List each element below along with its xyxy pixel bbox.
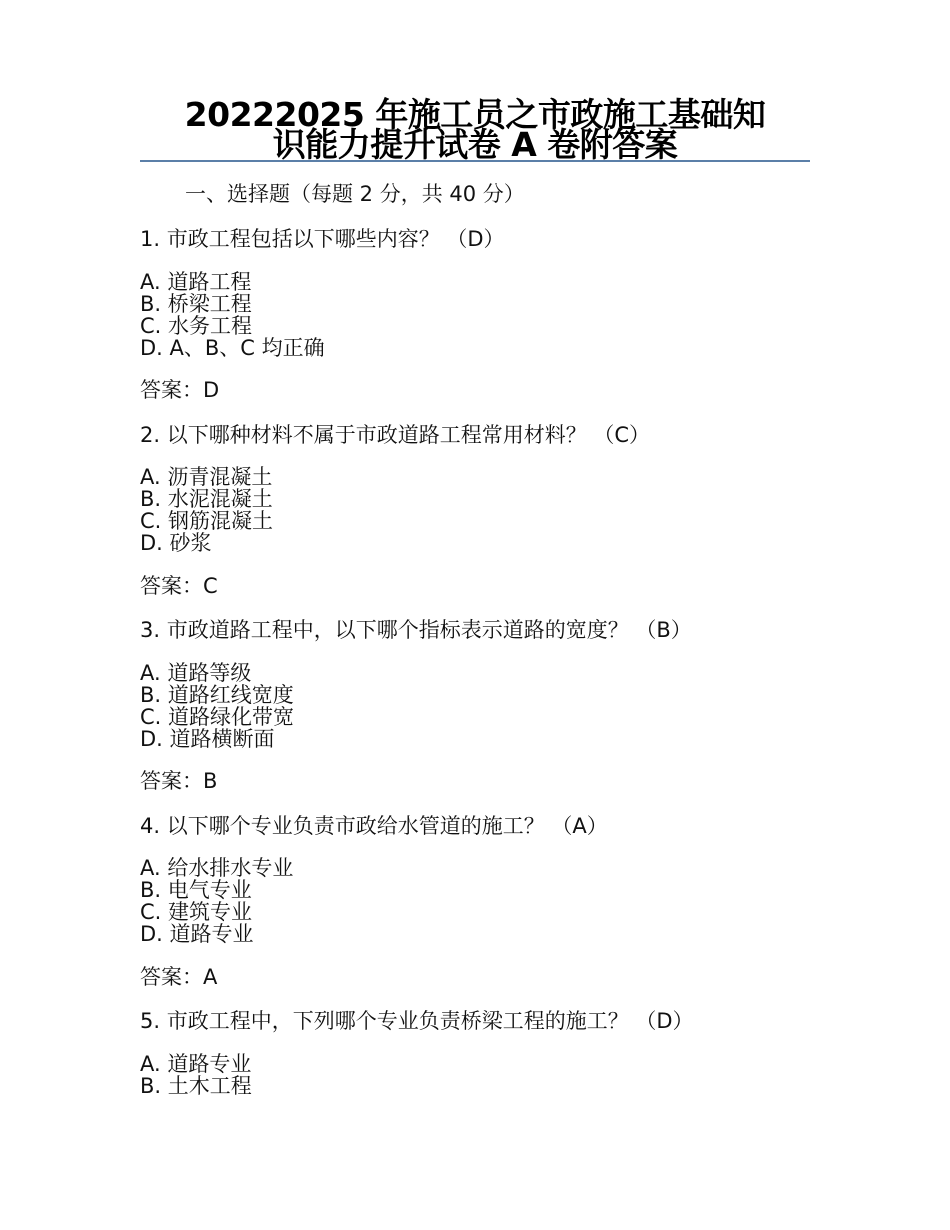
question-2-answer: 答案：C xyxy=(140,574,218,598)
question-2-option-a: A. 沥青混凝土 xyxy=(140,465,273,489)
question-3-answer: 答案：B xyxy=(140,769,218,793)
question-2-option-c: C. 钢筋混凝土 xyxy=(140,509,274,533)
question-4-answer: 答案：A xyxy=(140,965,218,989)
title-line-1: 20222025 年施工员之市政施工基础知 xyxy=(184,95,766,134)
question-5-option-b: B. 土木工程 xyxy=(140,1074,252,1098)
question-5-text: 5. 市政工程中，下列哪个专业负责桥梁工程的施工？ （D） xyxy=(140,1009,694,1033)
document-title xyxy=(140,95,810,164)
question-4-option-d: D. 道路专业 xyxy=(140,922,254,946)
question-2-text: 2. 以下哪种材料不属于市政道路工程常用材料？ （C） xyxy=(140,423,651,447)
question-1-option-b: B. 桥梁工程 xyxy=(140,292,252,316)
question-1-option-d: D. A、B、C 均正确 xyxy=(140,336,325,360)
question-3-option-c: C. 道路绿化带宽 xyxy=(140,705,295,729)
question-3-text: 3. 市政道路工程中，以下哪个指标表示道路的宽度？ （B） xyxy=(140,618,692,642)
question-4-option-a: A. 给水排水专业 xyxy=(140,856,294,880)
question-1-option-c: C. 水务工程 xyxy=(140,314,253,338)
question-3-option-b: B. 道路红线宽度 xyxy=(140,683,294,707)
question-2-option-b: B. 水泥混凝土 xyxy=(140,487,273,511)
question-5-option-a: A. 道路专业 xyxy=(140,1052,252,1076)
question-4-option-b: B. 电气专业 xyxy=(140,878,252,902)
question-4-option-c: C. 建筑专业 xyxy=(140,900,253,924)
question-4-text: 4. 以下哪个专业负责市政给水管道的施工？ （A） xyxy=(140,814,608,838)
question-1-option-a: A. 道路工程 xyxy=(140,270,252,294)
title-line-2: 识能力提升试卷 A 卷附答案 xyxy=(272,125,678,164)
question-2-option-d: D. 砂浆 xyxy=(140,531,212,555)
title-underline xyxy=(140,160,810,162)
question-1-answer: 答案：D xyxy=(140,378,220,402)
question-1-text: 1. 市政工程包括以下哪些内容？ （D） xyxy=(140,227,505,251)
section-heading: 一、选择题（每题 2 分，共 40 分） xyxy=(185,182,525,206)
question-3-option-a: A. 道路等级 xyxy=(140,661,252,685)
question-3-option-d: D. 道路横断面 xyxy=(140,727,275,751)
